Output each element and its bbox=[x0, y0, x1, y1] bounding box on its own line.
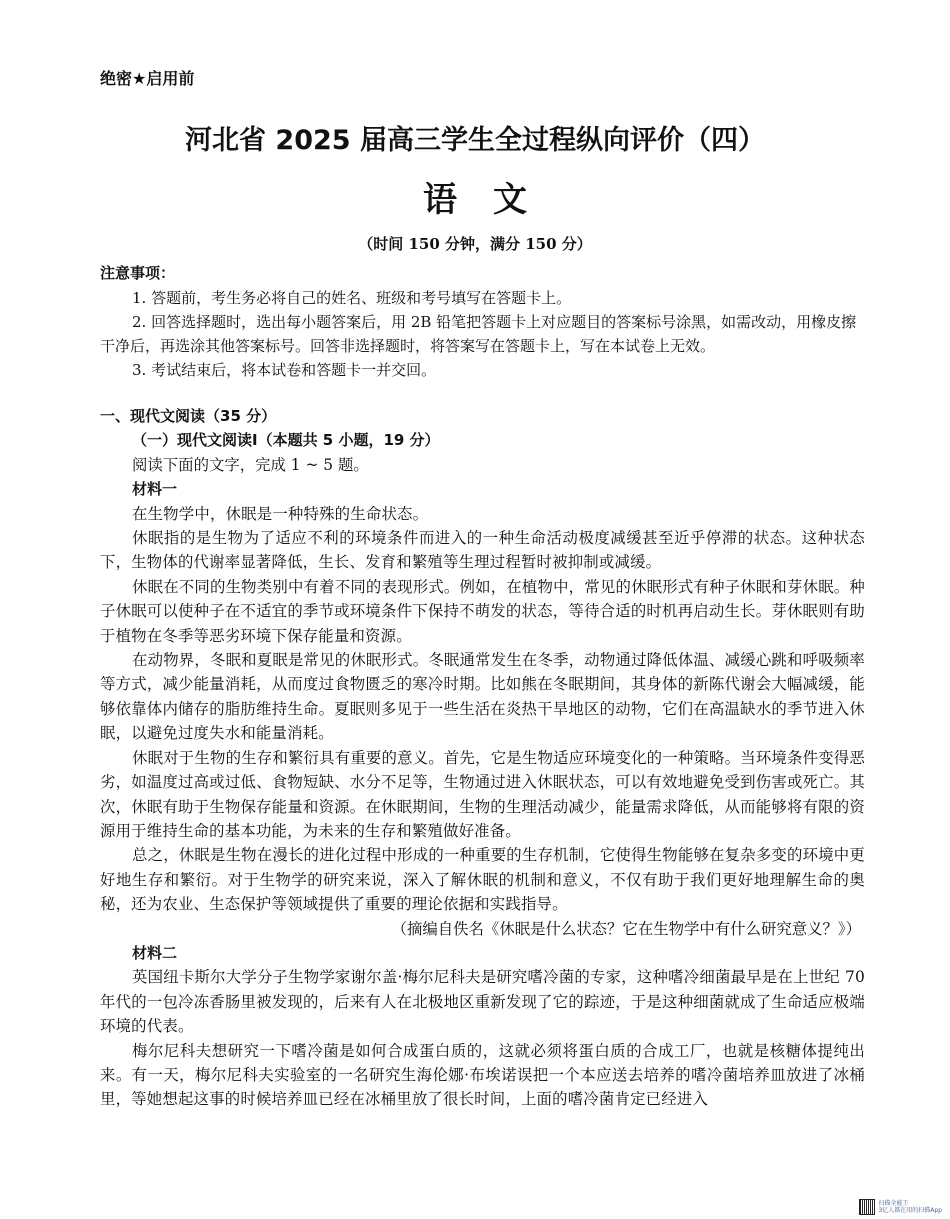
time-info: （时间 150 分钟，满分 150 分） bbox=[358, 235, 592, 253]
material1-source: （摘编自佚名《休眠是什么状态？它在生物学中有什么研究意义？》） bbox=[391, 919, 861, 938]
scanner-watermark bbox=[859, 1199, 942, 1215]
section-heading: 一、现代文阅读（35 分） bbox=[100, 407, 277, 425]
material2-paragraph: 英国纽卡斯尔大学分子生物学家谢尔盖·梅尔尼科夫是研究嗜冷菌的专家，这种嗜冷细菌最早是在上世纪 70 年代的一包冷冻香肠里被发现的，后来有人在北极地区重新发现了它的踪迹，于是这种细菌就成了生命适应极端环境的代表。 bbox=[100, 968, 865, 1036]
notice-list bbox=[100, 286, 860, 382]
sub-section-heading: （一）现代文阅读Ⅰ（本题共 5 小题，19 分） bbox=[132, 431, 440, 450]
material1-paragraph: 总之，休眠是生物在漫长的进化过程中形成的一种重要的生存机制，它使得生物能够在复杂多变的环境中更好地生存和繁衍。对于生物学的研究来说，深入了解休眠的机制和意义，不仅有助于我们更好地理解生命的奥秘，还为农业、生态保护等领域提供了重要的理论依据和实践指导。 bbox=[100, 846, 865, 914]
material1-paragraph: 在生物学中，休眠是一种特殊的生命状态。 bbox=[132, 504, 429, 523]
material2-paragraph: 梅尔尼科夫想研究一下嗜冷菌是如何合成蛋白质的，这就必须将蛋白质的合成工厂，也就是核糖体提纯出来。有一天，梅尔尼科夫实验室的一名研究生海伦娜·布埃诺误把一个本应送去培养的嗜冷菌培养皿放进了冰桶里，等她想起这事的时候培养皿已经在冰桶里放了很长时间，上面的嗜冷菌肯定已经进入 bbox=[100, 1041, 865, 1109]
material1-paragraph: 在动物界，冬眠和夏眠是常见的休眠形式。冬眠通常发生在冬季，动物通过降低体温、减缓心跳和呼吸频率等方式，减少能量消耗，从而度过食物匮乏的寒冷时期。比如熊在冬眠期间，其身体的新陈代谢会大幅减缓，能够依靠体内储存的脂肪维持生命。夏眠则多见于一些生活在炎热干旱地区的动物，它们在高温缺水的季节进入休眠，以避免过度失水和能量消耗。 bbox=[100, 651, 865, 743]
material2-label: 材料二 bbox=[132, 943, 178, 962]
exam-title: 河北省 2025 届高三学生全过程纵向评价（四） bbox=[185, 125, 765, 156]
reading-section bbox=[100, 404, 865, 1112]
subject-title: 语文 bbox=[423, 180, 563, 220]
notice-item-3: 3. 考试结束后，将本试卷和答题卡一并交回。 bbox=[132, 361, 437, 379]
watermark-line-2: 3亿人都在用的扫描App bbox=[878, 1207, 942, 1214]
material1-label: 材料一 bbox=[132, 480, 178, 499]
notice-item-2: 2. 回答选择题时，选出每小题答案后，用 2B 铅笔把答题卡上对应题目的答案标号涂黑，如需改动，用橡皮擦干净后，再选涂其他答案标号。回答非选择题时，将答案写在答题卡上，写在本试卷上无效。 bbox=[100, 313, 857, 355]
material1-paragraph: 休眠指的是生物为了适应不利的环境条件而进入的一种生命活动极度减缓甚至近乎停滞的状态。这种状态下，生物体的代谢率显著降低，生长、发育和繁殖等生理过程暂时被抑制或减缓。 bbox=[100, 529, 865, 572]
qr-code-icon bbox=[859, 1199, 875, 1215]
notice-item-1: 1. 答题前，考生务必将自己的姓名、班级和考号填写在答题卡上。 bbox=[132, 289, 572, 307]
instruction: 阅读下面的文字，完成 1 ~ 5 题。 bbox=[132, 455, 369, 474]
watermark-line-1: 扫描全能王 bbox=[878, 1200, 909, 1207]
material1-paragraph: 休眠对于生物的生存和繁衍具有重要的意义。首先，它是生物适应环境变化的一种策略。当环境条件变得恶劣，如温度过高或过低、食物短缺、水分不足等，生物通过进入休眠状态，可以有效地避免受到伤害或死亡。其次，休眠有助于生物保存能量和资源。在休眠期间，生物的生理活动减少，能量需求降低，从而能够将有限的资源用于维持生命的基本功能，为未来的生存和繁殖做好准备。 bbox=[100, 748, 865, 840]
material1-paragraph: 休眠在不同的生物类别中有着不同的表现形式。例如，在植物中，常见的休眠形式有种子休眠和芽休眠。种子休眠可以使种子在不适宜的季节或环境条件下保持不萌发的状态，等待合适的时机再启动生长。芽休眠则有助于植物在冬季等恶劣环境下保存能量和资源。 bbox=[100, 577, 865, 645]
secret-label: 绝密★启用前 bbox=[100, 69, 195, 88]
notice-heading: 注意事项： bbox=[100, 264, 176, 282]
